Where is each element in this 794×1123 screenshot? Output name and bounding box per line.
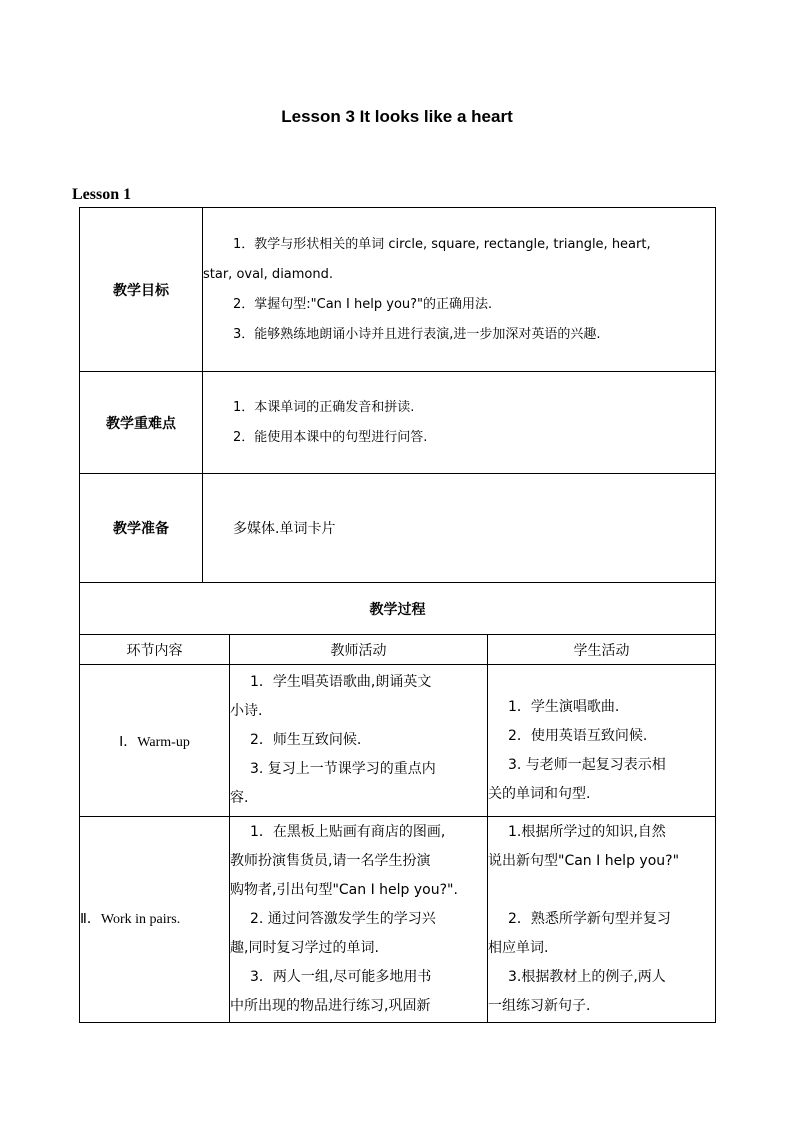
- objective-line-1a: 1．教学与形状相关的单词 circle, square, rectangle, triangle, heart,: [233, 236, 651, 252]
- teacher-line: 趣,同时复习学过的单词.: [230, 940, 379, 956]
- objective-line-1b: star, oval, diamond.: [203, 266, 334, 282]
- lesson-plan-table: [79, 207, 716, 1023]
- teacher-activities-pairs: [230, 817, 488, 1023]
- student-activities-warmup: [488, 665, 716, 817]
- lesson-heading: Lesson 1: [72, 186, 132, 203]
- objectives-row: [80, 208, 716, 372]
- preparation-row: [80, 474, 716, 583]
- student-line: 一组练习新句子.: [488, 998, 591, 1014]
- process-column-headers: [80, 635, 716, 665]
- student-line: 3.根据教材上的例子,两人: [508, 969, 666, 985]
- student-line: 2．熟悉所学新句型并复习: [508, 911, 671, 927]
- column-header-teacher: 教师活动: [230, 635, 488, 665]
- key-points-label: 教学重难点: [80, 372, 203, 474]
- preparation-label: 教学准备: [80, 474, 203, 583]
- student-line: 1．学生演唱歌曲.: [508, 698, 620, 715]
- teacher-line: 2．师生互致问候.: [250, 732, 362, 748]
- student-activities-pairs: [488, 817, 716, 1023]
- objective-line-3: 3．能够熟练地朗诵小诗并且进行表演,进一步加深对英语的兴趣.: [233, 326, 601, 342]
- teacher-line: 1．学生唱英语歌曲,朗诵英文: [250, 674, 432, 690]
- student-line: 关的单词和句型.: [488, 785, 591, 802]
- preparation-text: 多媒体.单词卡片: [233, 521, 336, 537]
- process-heading-row: [80, 583, 716, 635]
- preparation-content: [203, 474, 716, 583]
- student-line-blank: [488, 876, 715, 905]
- teacher-line: 容.: [230, 790, 249, 806]
- process-heading: 教学过程: [80, 583, 716, 635]
- process-row-warmup: [80, 665, 716, 817]
- student-line: 3. 与老师一起复习表示相: [508, 756, 666, 773]
- key-point-line-1: 1．本课单词的正确发音和拼读.: [233, 399, 415, 415]
- teacher-line: 3. 复习上一节课学习的重点内: [250, 761, 436, 777]
- objective-line-2: 2．掌握句型:"Can I help you?"的正确用法.: [233, 296, 493, 312]
- column-header-student: 学生活动: [488, 635, 716, 665]
- objectives-content: [203, 208, 716, 372]
- key-points-row: [80, 372, 716, 474]
- teacher-activities-warmup: [230, 665, 488, 817]
- teacher-line: 2. 通过问答激发学生的学习兴: [250, 911, 436, 927]
- stage-warmup: Ⅰ．Warm-up: [80, 665, 230, 817]
- teacher-line: 3．两人一组,尽可能多地用书: [250, 969, 432, 985]
- teacher-line: 购物者,引出句型"Can I help you?".: [230, 882, 458, 898]
- teacher-line: 教师扮演售货员,请一名学生扮演: [230, 853, 431, 869]
- teacher-line: 小诗.: [230, 703, 263, 719]
- stage-work-in-pairs: Ⅱ．Work in pairs.: [80, 817, 230, 1023]
- objectives-label: 教学目标: [80, 208, 203, 372]
- teacher-line: 中所出现的物品进行练习,巩固新: [230, 998, 431, 1014]
- process-row-pairs: [80, 817, 716, 1023]
- document-title: Lesson 3 It looks like a heart: [281, 107, 513, 126]
- key-points-content: [203, 372, 716, 474]
- key-point-line-2: 2．能使用本课中的句型进行问答.: [233, 429, 428, 445]
- student-line: 说出新句型"Can I help you?": [488, 853, 680, 869]
- student-line: 2．使用英语互致问候.: [508, 727, 648, 744]
- teacher-line: 1．在黑板上贴画有商店的图画,: [250, 824, 446, 840]
- student-line: 1.根据所学过的知识,自然: [508, 824, 666, 840]
- column-header-stage: 环节内容: [80, 635, 230, 665]
- student-line: 相应单词.: [488, 940, 549, 956]
